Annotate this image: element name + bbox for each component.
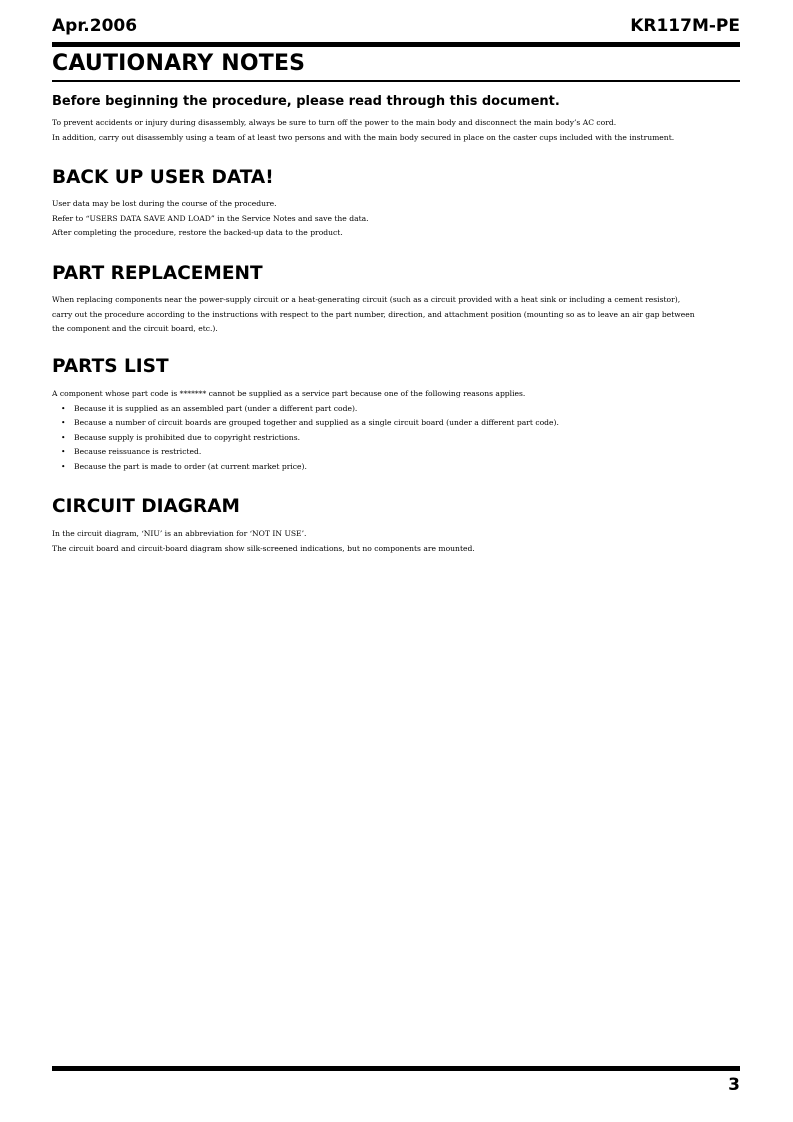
document-page — [52, 0, 740, 1122]
bullet-icon: • — [61, 461, 66, 471]
intro-text — [52, 116, 740, 145]
backup-line: Refer to “USERS DATA SAVE AND LOAD” in the Service Notes and save the data. — [52, 213, 369, 223]
backup-line: After completing the procedure, restore the backed-up data to the product. — [52, 228, 343, 238]
circuit-heading: CIRCUIT DIAGRAM — [52, 496, 240, 517]
replacement-line: carry out the procedure according to the instructions with respect to the part number, direction, and attachment position (mounting so as to leave an air gap between — [52, 309, 695, 319]
replacement-heading: PART REPLACEMENT — [52, 263, 263, 284]
list-item-text: Because supply is prohibited due to copyright restrictions. — [74, 432, 301, 442]
page-title: CAUTIONARY NOTES — [52, 51, 306, 76]
page-number: 3 — [728, 1075, 740, 1095]
replacement-line: the component and the circuit board, etc.). — [52, 324, 218, 334]
page-header — [52, 16, 740, 40]
replacement-line: When replacing components near the power-supply circuit or a heat-generating circuit (such as a circuit provided with a heat sink or including a cement resistor), — [52, 295, 681, 304]
backup-line: User data may be lost during the course of the procedure. — [52, 199, 277, 208]
parts-list-reasons — [52, 402, 740, 475]
bullet-icon: • — [61, 447, 66, 457]
circuit-line: In the circuit diagram, ‘NIU’ is an abbreviation for ‘NOT IN USE’. — [52, 529, 307, 538]
backup-text — [52, 197, 740, 241]
replacement-text — [52, 293, 740, 337]
backup-heading: BACK UP USER DATA! — [52, 167, 274, 188]
intro-heading: Before beginning the procedure, please read through this document. — [52, 94, 560, 109]
list-item — [52, 445, 740, 460]
footer-rule — [52, 1066, 740, 1071]
parts-list-heading: PARTS LIST — [52, 356, 169, 377]
list-item-text: Because the part is made to order (at current market price). — [74, 461, 307, 471]
list-item — [52, 431, 740, 446]
bullet-icon: • — [61, 418, 66, 428]
bullet-icon: • — [61, 432, 66, 442]
list-item-text: Because it is supplied as an assembled part (under a different part code). — [74, 403, 358, 413]
list-item — [52, 402, 740, 417]
intro-line: In addition, carry out disassembly using a team of at least two persons and with the main body secured in place on the caster cups included with the instrument. — [52, 132, 675, 142]
header-rule — [52, 42, 740, 47]
parts-list-intro: A component whose part code is ******* cannot be supplied as a service part because one of the following reasons applies. — [52, 389, 526, 398]
list-item-text: Because reissuance is restricted. — [74, 447, 202, 457]
circuit-line: The circuit board and circuit-board diagram show silk-screened indications, but no components are mounted. — [52, 543, 475, 553]
header-date: Apr.2006 — [52, 16, 138, 36]
bullet-icon: • — [61, 403, 66, 413]
intro-line: To prevent accidents or injury during disassembly, always be sure to turn off the power to the main body and disconnect the main body’s AC cord. — [52, 118, 617, 127]
circuit-text — [52, 527, 740, 556]
list-item — [52, 460, 740, 475]
parts-list-text — [52, 387, 740, 475]
header-model: KR117M-PE — [630, 16, 740, 36]
title-rule — [52, 80, 740, 82]
list-item-text: Because a number of circuit boards are grouped together and supplied as a single circuit board (under a different part code). — [74, 418, 559, 428]
list-item — [52, 416, 740, 431]
